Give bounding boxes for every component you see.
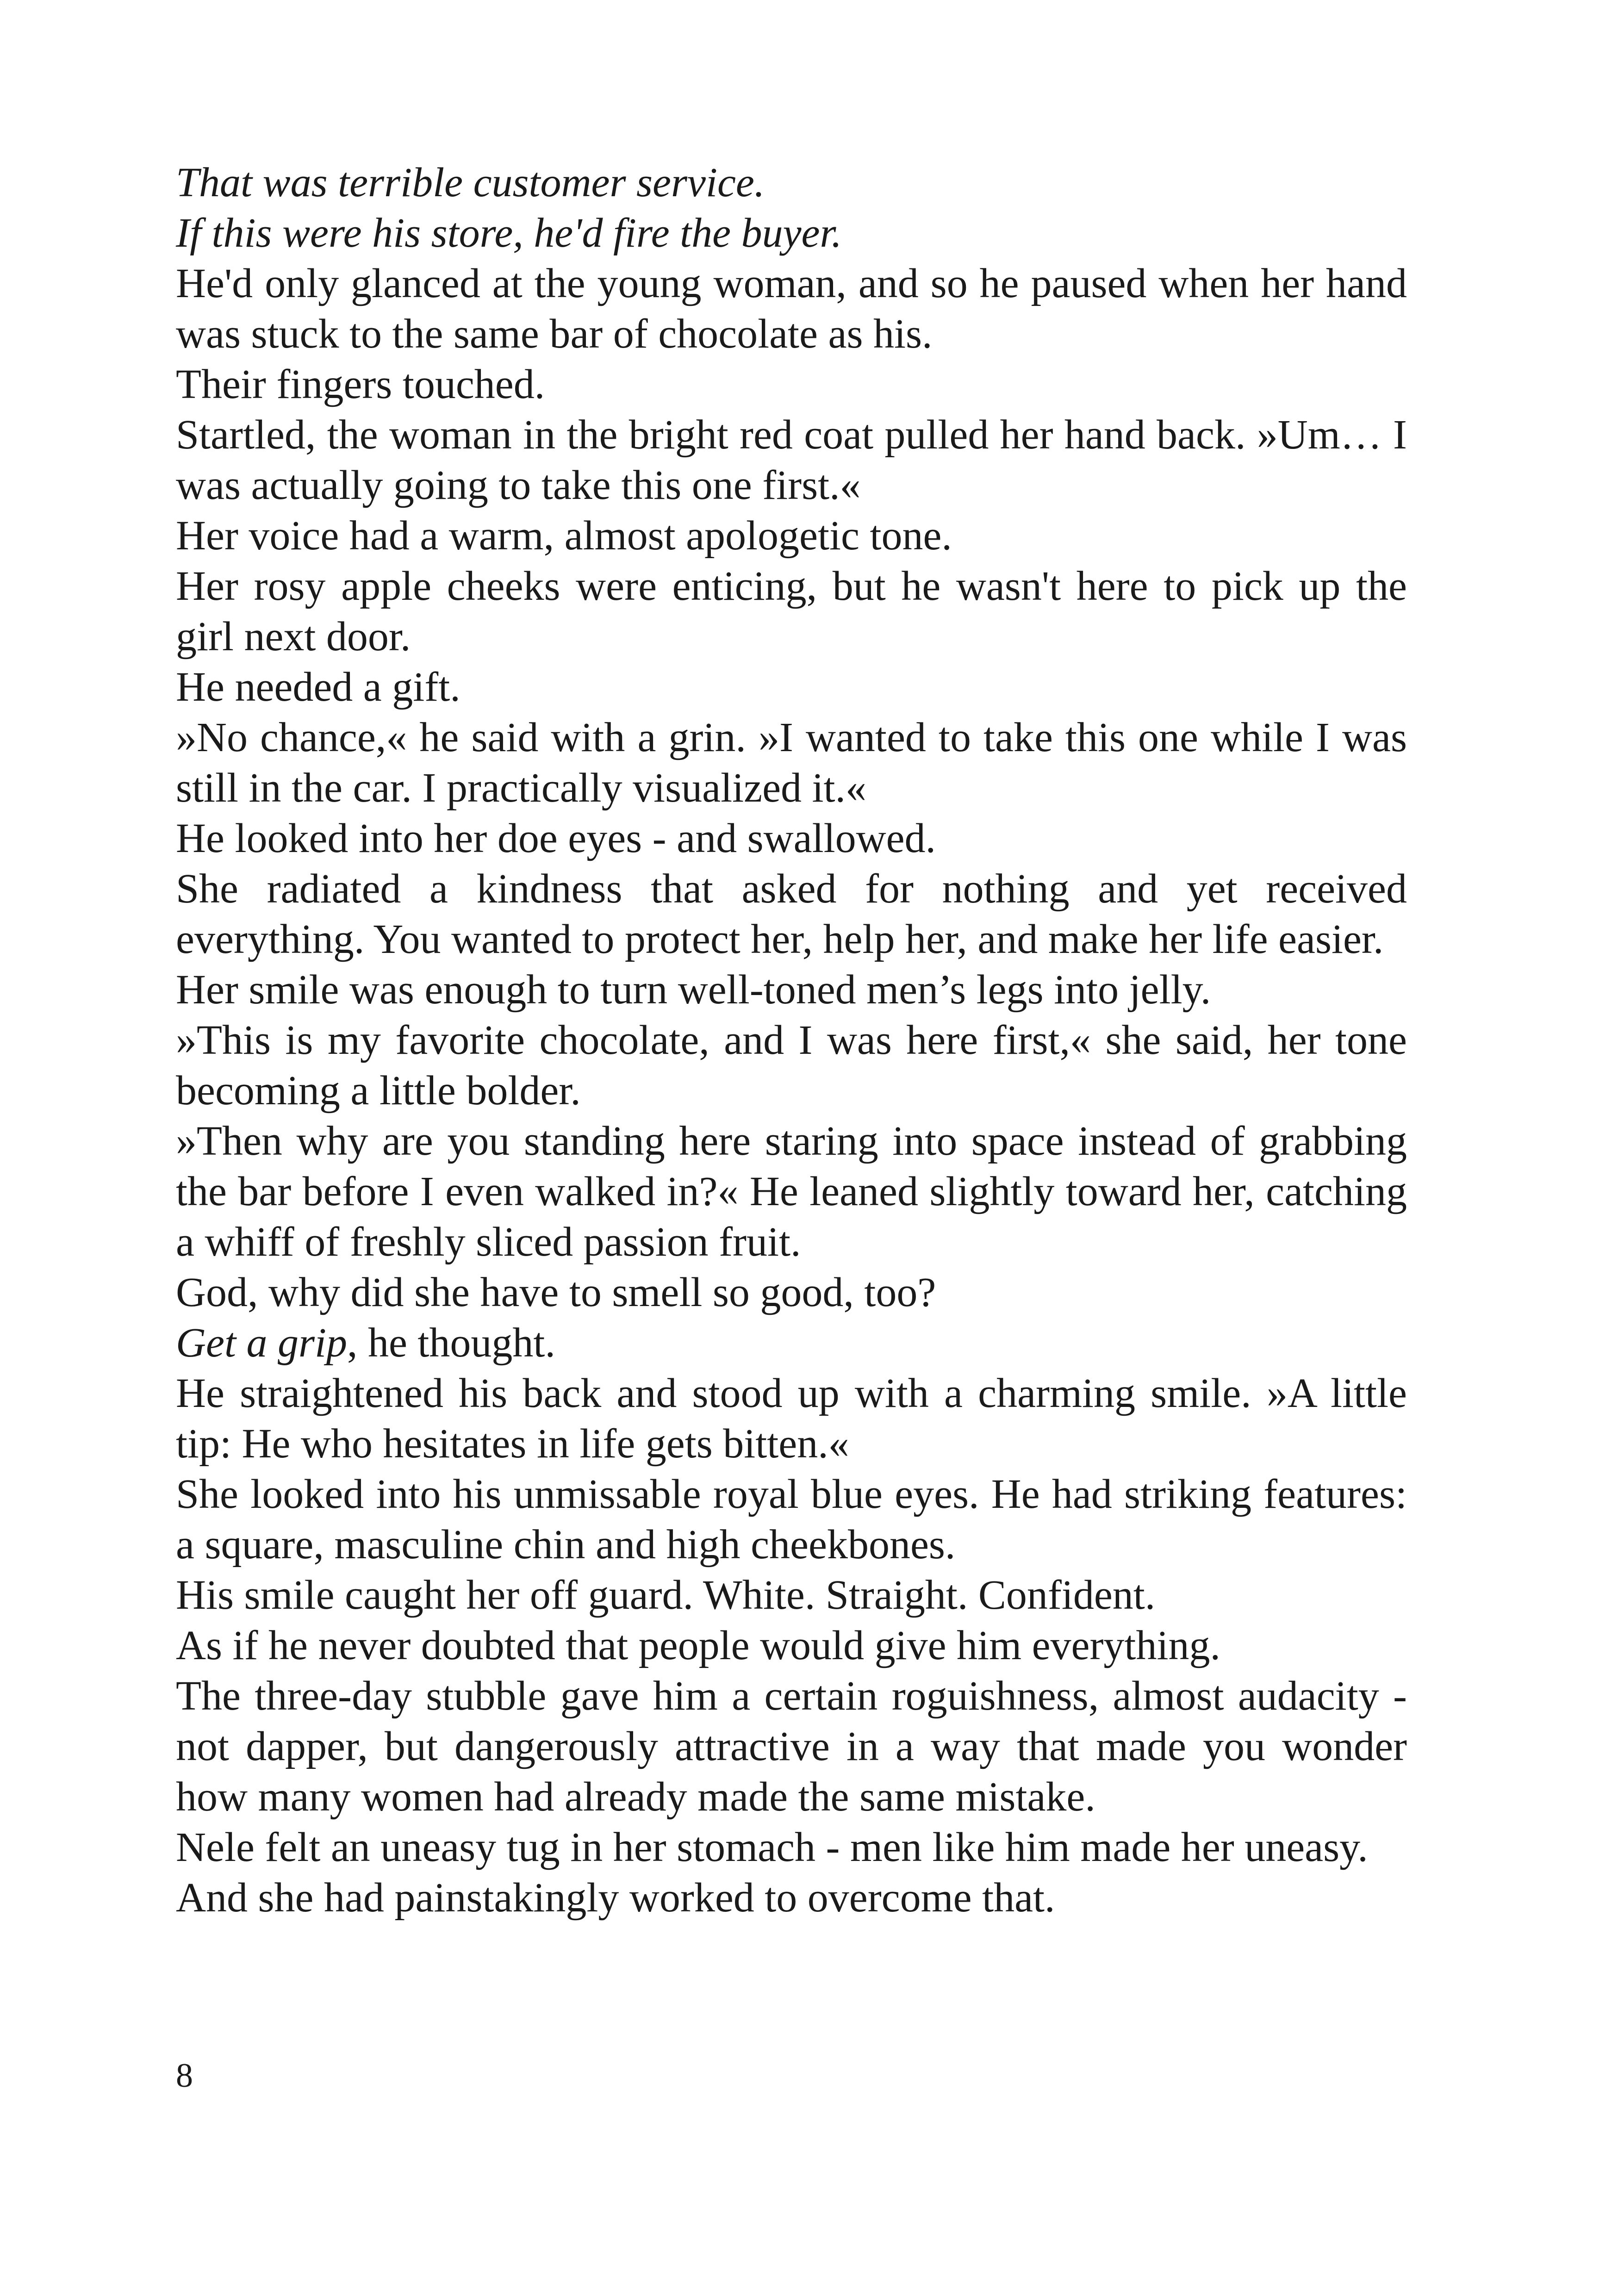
paragraph: Startled, the woman in the bright red coat pulled her hand back. »Um… I was actually going to take this one first.«: [176, 412, 1407, 508]
paragraph: She looked into his unmissable royal blue eyes. He had striking features: a square, masculine chin and high cheekbones.: [176, 1471, 1407, 1568]
paragraph: Her smile was enough to turn well-toned men’s legs into jelly.: [176, 967, 1211, 1013]
paragraph: The three-day stubble gave him a certain roguishness, almost audacity - not dapper, but dangerously attractive in a way that made you wonder how many women had already made the same mistake.: [176, 1673, 1407, 1820]
paragraph: He needed a gift.: [176, 664, 461, 710]
paragraph: That was terrible customer service.: [176, 160, 765, 205]
paragraph: »No chance,« he said with a grin. »I wanted to take this one while I was still in the car. I practically visualized it.«: [176, 715, 1407, 811]
paragraph: He looked into her doe eyes - and swallowed.: [176, 815, 936, 861]
paragraph: And she had painstakingly worked to overcome that.: [176, 1875, 1055, 1921]
paragraph: He straightened his back and stood up with a charming smile. »A little tip: He who hesitates in life gets bitten.«: [176, 1370, 1407, 1467]
paragraph: »Then why are you standing here staring into space instead of grabbing the bar before I even walked in?« He leaned slightly toward her, catching a whiff of freshly sliced passion fruit.: [176, 1118, 1407, 1265]
paragraph: »This is my favorite chocolate, and I was here first,« she said, her tone becoming a little bolder.: [176, 1017, 1407, 1114]
body-text: [176, 157, 1407, 1923]
paragraph: As if he never doubted that people would give him everything.: [176, 1623, 1220, 1668]
paragraph: God, why did she have to smell so good, too?: [176, 1269, 936, 1315]
page-number: 8: [176, 2057, 193, 2095]
paragraph: His smile caught her off guard. White. Straight. Confident.: [176, 1572, 1156, 1618]
paragraph: Their fingers touched.: [176, 361, 545, 407]
paragraph: Nele felt an uneasy tug in her stomach - men like him made her uneasy.: [176, 1824, 1368, 1870]
paragraph: Her voice had a warm, almost apologetic tone.: [176, 513, 952, 559]
paragraph: [176, 1318, 1407, 1368]
paragraph: He'd only glanced at the young woman, and so he paused when her hand was stuck to the same bar of chocolate as his.: [176, 261, 1407, 357]
emphasis: Get a grip: [176, 1320, 347, 1366]
paragraph-tail: , he thought.: [347, 1320, 555, 1366]
paragraph: Her rosy apple cheeks were enticing, but he wasn't here to pick up the girl next door.: [176, 563, 1407, 660]
paragraph: If this were his store, he'd fire the buyer.: [176, 210, 842, 256]
paragraph: She radiated a kindness that asked for nothing and yet received everything. You wanted to protect her, help her, and make her life easier.: [176, 866, 1407, 962]
